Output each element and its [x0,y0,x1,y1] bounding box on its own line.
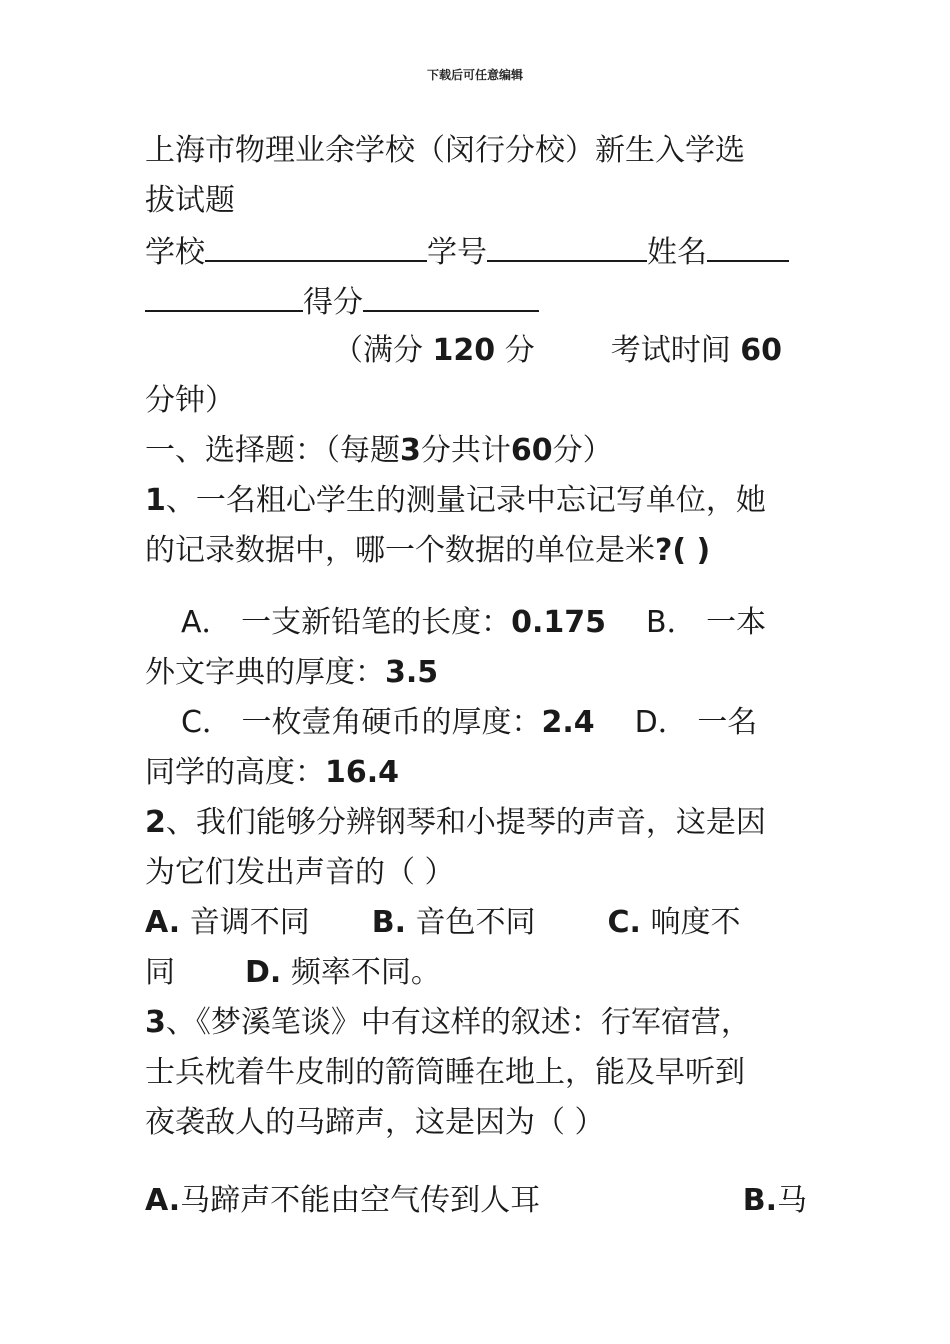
time-prefix: 考试时间 [610,333,731,368]
q1-blank: ?( ) [655,533,711,568]
q3-option-b-label: B. [742,1183,777,1218]
q1-option-a-label: A． [181,605,232,640]
q2-option-a-text: 音调不同 [189,905,310,940]
exam-info-line-2: 分钟） [145,383,235,418]
q2-option-d-text: 频率不同。 [290,955,441,990]
section-heading-b: 分共计 [420,433,511,468]
q1-option-c-text: 一枚壹角硬币的厚度： [241,705,542,740]
q2-option-c-label: C. [607,905,641,940]
section-total: 60 [510,433,553,468]
q1-option-b-text-2: 外文字典的厚度： [145,655,385,690]
full-marks-unit: 分 [504,333,535,368]
q2-number: 2 [145,805,166,840]
q1-option-c-label: C． [181,705,232,740]
q1-options-ab [145,598,807,648]
q1-number: 1 [145,483,166,518]
q2-option-c-text-1: 响度不 [650,905,741,940]
q1-options-cd [145,698,807,748]
title-line-2: 拔试题 [145,183,235,218]
student-no-blank [487,226,647,262]
q1-text-2: 的记录数据中，哪一个数据的单位是米 [145,533,655,568]
q1-option-d-label: D． [634,705,688,740]
q1-line-2 [145,526,807,576]
section-heading [145,426,807,476]
q2-option-a-label: A. [145,905,181,940]
name-blank-cont [145,276,303,312]
q3-line-3: 夜袭敌人的马蹄声，这是因为（ ） [145,1105,605,1140]
time-value: 60 [740,333,783,368]
q3-option-b-text: 马 [777,1183,807,1218]
q3-number: 3 [145,1005,166,1040]
score-line [145,276,807,326]
full-marks-value: 120 [432,333,496,368]
q1-option-d-text-1: 一名 [697,705,758,740]
school-blank [205,226,427,262]
score-blank [363,276,539,312]
q2-text-1: 、我们能够分辨钢琴和小提琴的声音，这是因 [165,805,766,840]
q1-text-1: 、一名粗心学生的测量记录中忘记写单位，她 [165,483,766,518]
section-heading-c: 分） [552,433,613,468]
exam-page [145,126,807,1226]
q3-text-1: 、《梦溪笔谈》中有这样的叙述：行军宿营， [165,1005,751,1040]
section-points: 3 [400,433,421,468]
header-note: 下载后可任意编辑 [426,68,523,82]
q2-option-b-text: 音色不同 [415,905,536,940]
student-no-label: 学号 [427,235,487,270]
q2-options-line-2 [145,948,807,998]
q1-option-d-text-2: 同学的高度： [145,755,325,790]
q1-option-d-line-2 [145,748,807,798]
q1-option-b-value: 3.5 [385,655,439,690]
q2-option-d-label: D. [245,955,282,990]
q2-option-c-text-2: 同 [145,955,175,990]
q1-option-a-value: 0.175 [511,605,606,640]
q3-line-2: 士兵枕着牛皮制的箭筒睡在地上，能及早听到 [145,1055,745,1090]
q2-line-2: 为它们发出声音的（ ） [145,855,455,890]
q1-option-c-value: 2.4 [541,705,595,740]
score-label: 得分 [303,285,363,320]
q1-option-a-text: 一支新铅笔的长度： [241,605,512,640]
title-line-1: 上海市物理业余学校（闵行分校）新生入学选 [145,133,745,168]
q2-line-1 [145,798,807,848]
q3-options [145,1176,807,1226]
school-label: 学校 [145,235,205,270]
q2-options [145,898,807,948]
info-fields-line [145,226,807,276]
q2-option-b-label: B. [371,905,406,940]
full-marks-prefix: （满分 [333,333,423,368]
exam-info-line [145,326,807,376]
q3-option-a-text: 马蹄声不能由空气传到人耳 [180,1183,541,1218]
name-blank [707,226,789,262]
q1-option-b-label: B． [645,605,697,640]
q1-option-d-value: 16.4 [325,755,400,790]
q3-option-a-label: A. [145,1183,181,1218]
section-heading-a: 一、选择题：（每题 [145,433,400,468]
name-label: 姓名 [647,235,707,270]
q3-line-1 [145,998,807,1048]
q1-option-b-line-2 [145,648,807,698]
q1-option-b-text-1: 一本 [706,605,767,640]
q1-line-1 [145,476,807,526]
